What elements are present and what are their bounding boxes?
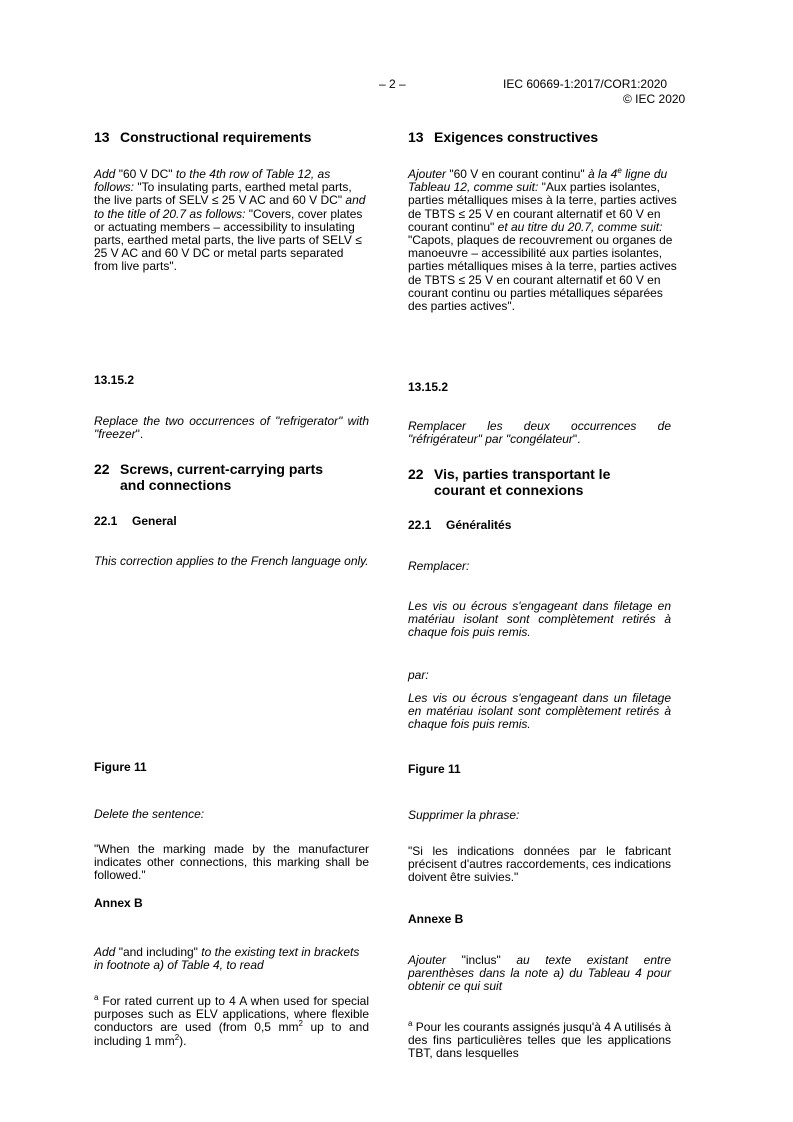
- section-title-line-2: courant et connexions: [434, 482, 584, 498]
- annex-b-heading-en: Annex B: [94, 896, 143, 910]
- instruction-text: ligne du Tableau 12, comme suit:: [408, 167, 668, 195]
- section-22-1-text-en: This correction applies to the French language only.: [94, 554, 369, 568]
- section-title: Exigences constructives: [434, 129, 599, 145]
- superscript: 2: [174, 1032, 180, 1042]
- section-22-heading-fr: [408, 466, 683, 498]
- clause-13-15-2-heading-fr: 13.15.2: [408, 380, 449, 394]
- instruction-text: to the existing text in brackets in footnote a) of Table 4, to read: [94, 945, 360, 973]
- footnote-text: Pour les courants assignés jusqu'à 4 A utilisés à des fins particulières telles que les applications TBT, dans lesquelles: [408, 1020, 671, 1061]
- superscript: 2: [298, 1019, 303, 1029]
- quoted-word: réfrigérateur: [412, 432, 478, 447]
- section-22-1-heading-fr: [408, 519, 683, 532]
- instruction-text: au texte existant entre parenthèses dans la note a) du Tableau 4 pour obtenir ce qui suit: [408, 953, 671, 994]
- figure-11-quote-en: "When the marking made by the manufacturer indicates other connections, this marking shall be followed.": [94, 842, 369, 883]
- section-number: 22.1: [408, 518, 432, 532]
- section-22-1-old-text-fr: Les vis ou écrous s'engageant dans filetage en matériau isolant sont complètement retirés à chaque fois puis remis.: [408, 599, 671, 640]
- document-id: IEC 60669-1:2017/COR1:2020: [503, 77, 668, 91]
- clause-13-15-2-text-fr: [408, 420, 671, 446]
- section-22-1-new-text-fr: Les vis ou écrous s'engageant dans un filetage en matériau isolant sont complètement retirés à chaque fois puis remis.: [408, 691, 671, 732]
- figure-11-instruction-fr: Supprimer la phrase:: [408, 808, 520, 822]
- instruction-text: Add: [94, 945, 116, 959]
- figure-11-instruction-en: Delete the sentence:: [94, 807, 205, 821]
- annex-b-heading-fr: Annexe B: [408, 912, 464, 926]
- section-number: 13: [94, 129, 110, 145]
- quoted-text: "60 V DC": [115, 167, 176, 181]
- instruction-text: à la 4: [587, 167, 618, 181]
- instruction-text: Ajouter: [408, 167, 447, 181]
- instruction-text: and to the title of 20.7 as follows:: [94, 193, 366, 221]
- instruction-text: Ajouter: [408, 953, 447, 967]
- annex-b-instruction-en: [94, 946, 369, 972]
- quoted-text: "Capots, plaques de recouvrement ou organes de manoeuvre – accessibilité aux parties isolantes, parties métalliques mises à la terre, parties actives de TBTS ≤ 25 V en courant alternatif et 60 V en courant continu ou parties métalliques séparées des parties actives".: [408, 233, 677, 314]
- footnote-text: up to and including 1 mm: [94, 1020, 369, 1048]
- footnote-a-en: [94, 995, 369, 1048]
- section-title-line-1: Vis, parties transportant le: [434, 466, 611, 482]
- section-number: 22.1: [94, 514, 118, 528]
- instruction-text: ".: [135, 427, 144, 442]
- instruction-text: " with ": [94, 414, 369, 442]
- footnote-a-fr: [408, 1021, 671, 1061]
- instruction-text: Remplacer les deux occurrences de ": [408, 419, 671, 447]
- figure-11-heading-en: Figure 11: [94, 760, 147, 774]
- section-13-text-en: [94, 168, 369, 274]
- section-22-1-heading-en: [94, 515, 369, 528]
- quoted-word: congélateur: [510, 432, 573, 447]
- quoted-text: "To insulating parts, earthed metal parts, the live parts of SELV ≤ 25 V AC and 60 V DC": [94, 180, 352, 208]
- section-22-1-replace-fr: Remplacer:: [408, 559, 470, 573]
- annex-b-instruction-fr: [408, 954, 671, 994]
- superscript: e: [617, 166, 622, 175]
- section-title: General: [132, 514, 177, 528]
- instruction-text: to the 4th row of Table 12, as follows:: [94, 167, 331, 195]
- instruction-text: Add: [94, 167, 116, 181]
- section-13-text-fr: [408, 168, 680, 313]
- section-22-1-by-fr: par:: [408, 668, 429, 682]
- section-22-heading-en: [94, 461, 369, 493]
- instruction-text: Replace the two occurrences of ": [94, 414, 280, 428]
- section-13-heading-fr: [408, 129, 683, 145]
- section-number: 13: [408, 129, 424, 145]
- footnote-marker: a: [408, 1019, 413, 1028]
- clause-13-15-2-heading-en: 13.15.2: [94, 373, 135, 387]
- section-title: Constructional requirements: [120, 129, 312, 145]
- quoted-word: refrigerator: [279, 414, 339, 428]
- instruction-text: et au titre du 20.7, comme suit:: [497, 219, 663, 234]
- quoted-word: freezer: [98, 427, 136, 442]
- footnote-marker: a: [94, 993, 99, 1002]
- clause-13-15-2-text-en: [94, 415, 369, 441]
- instruction-text: " par ": [477, 432, 511, 447]
- footnote-text: ).: [179, 1033, 187, 1048]
- page-number: – 2 –: [379, 77, 406, 91]
- quoted-text: "inclus": [446, 953, 517, 967]
- quoted-text: "Covers, cover plates or actuating members – accessibility to insulating parts, earthed metal parts, the live parts of SELV ≤ 25 V AC and 60 V DC or metal parts separated from live parts".: [94, 206, 363, 274]
- section-number: 22: [408, 466, 424, 482]
- section-13-heading-en: [94, 129, 369, 145]
- copyright: © IEC 2020: [623, 92, 686, 106]
- quoted-text: "60 V en courant continu": [446, 167, 588, 181]
- figure-11-quote-fr: "Si les indications données par le fabricant précisent d'autres raccordements, ces indications doivent être suivies.": [408, 844, 671, 885]
- figure-11-heading-fr: Figure 11: [408, 762, 461, 776]
- section-number: 22: [94, 461, 110, 477]
- section-title: Généralités: [446, 518, 512, 532]
- footnote-text: For rated current up to 4 A when used for special purposes such as ELV applications, where flexible conductors are used (from 0,5 mm: [94, 994, 369, 1035]
- section-title-line-1: Screws, current-carrying parts: [120, 461, 324, 477]
- instruction-text: ".: [572, 432, 581, 447]
- quoted-text: "and including": [115, 945, 202, 959]
- quoted-text: "Aux parties isolantes, parties métalliques mises à la terre, parties actives de TBTS ≤ 25 V en courant alternatif et 60 V en courant continu": [408, 180, 677, 234]
- section-title-line-2: and connections: [120, 477, 232, 493]
